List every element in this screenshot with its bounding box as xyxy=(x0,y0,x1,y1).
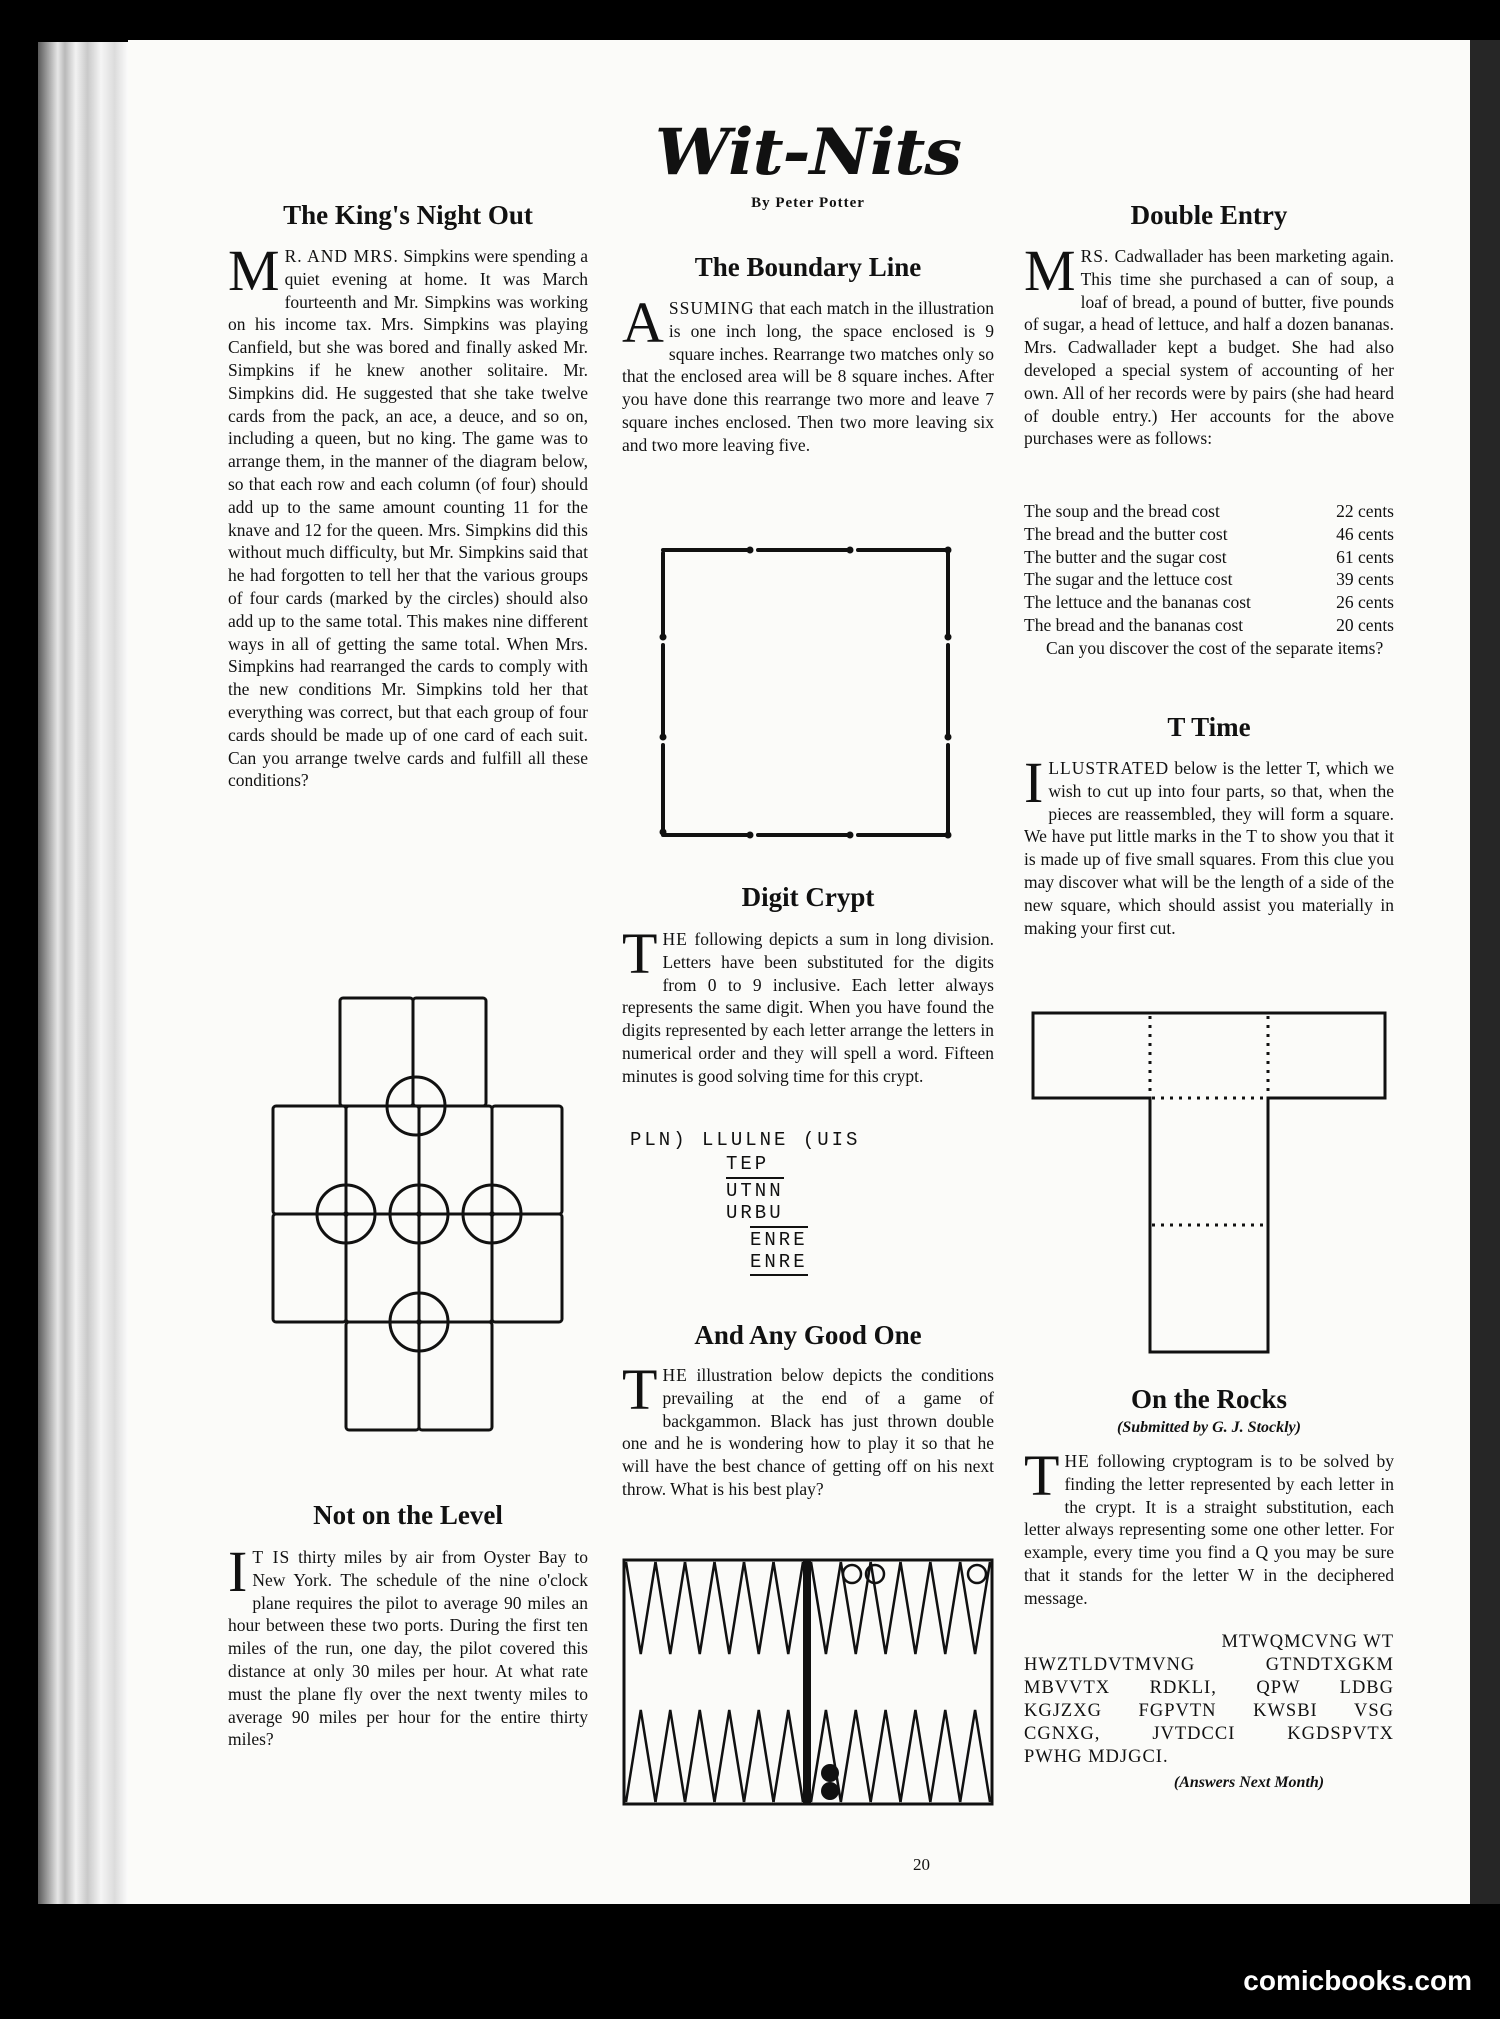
t-time-text: ILLUSTRATED below is the letter T, which we wish to cut up into four parts, so that, when the pieces are reassembled, they will form a square. We have put little marks in the T to show you that it is made up of five small squares. From this clue you may discover what will be the length of a side of the new square, which should assist you materially in making your first cut. xyxy=(1024,750,1394,938)
drop-cap: I xyxy=(228,1539,248,1604)
on-the-rocks-text: THE following cryptogram is to be solved by finding the letter represented by each letter in the crypt. It is a straight substitution, each letter always representing some one other letter. For example, every time you find a Q you may be sure that it stands for the letter W in the deciphered message. xyxy=(1024,1443,1394,1608)
boundary-line-text: ASSUMING that each match in the illustration is one inch long, the space enclosed is 9 square inches. Rearrange two matches only so that the enclosed area will be 8 square inches. After you have done this rearrange two more and leave 7 square inches enclosed. Then two more leaving six and two more leaving five. xyxy=(622,290,994,455)
heading-and-any-good-one: And Any Good One xyxy=(694,1320,922,1350)
kings-night-out-text: M R. AND MRS. Simpkins were spending a quiet evening at home. It was March fourteenth and Mr. Simpkins was working on his income tax. Mrs. Simpkins was playing Canfield, but she was bored and finally asked Mr. Simpkins if he knew another solitaire. Mr. Simpkins did. He suggested that she take twelve cards from the pack, an ace, a deuce, and so on, including a queen, but no king. The game was to arrange them, in the manner of the diagram below, so that each row and each column (of four) should add up to the same amount counting 11 for the knave and 12 for the queen. Mrs. Simpkins did this without much difficulty, but Mr. Simpkins said that he had forgotten to tell her that the various groups of four cards (marked by the circles) should also add up to the same total. This makes nine different ways in all of getting the same total. When Mrs. Simpkins had rearranged the cards to comply with the new conditions Mr. Simpkins told her that everything was correct, but that each group of four cards should be made up of one card of each suit. Can you arrange twelve cards and fulfill all these conditions? xyxy=(228,238,588,791)
board-point xyxy=(685,1710,715,1802)
accounts-row: The sugar and the lettuce cost 39 cents xyxy=(1024,569,1394,590)
board-point xyxy=(744,1710,774,1802)
double-entry-closing: Can you discover the cost of the separate items? xyxy=(1046,638,1384,658)
page-title: Wit-Nits xyxy=(654,115,962,190)
accounts-row: The butter and the sugar cost 61 cents xyxy=(1024,546,1394,567)
heading-t-time: T Time xyxy=(1167,712,1251,742)
cryptogram-line: MTWQMCVNG WT xyxy=(1221,1632,1394,1652)
drop-cap: T xyxy=(622,1357,658,1422)
accounts-row: The lettuce and the bananas cost 26 cents xyxy=(1024,592,1394,613)
board-point xyxy=(930,1710,960,1802)
board-point xyxy=(774,1710,804,1802)
heading-boundary-line: The Boundary Line xyxy=(694,252,922,282)
magazine-page xyxy=(128,40,1470,1904)
board-point xyxy=(626,1710,656,1802)
drop-cap: I xyxy=(1024,750,1044,815)
division-line-4: URBU xyxy=(726,1202,784,1224)
division-line-3: UTNN xyxy=(726,1177,784,1203)
board-point xyxy=(901,1710,931,1802)
drop-cap: M xyxy=(228,238,280,303)
accounts-row: The bread and the butter cost 46 cents xyxy=(1024,523,1394,544)
not-on-the-level-text: I T IS thirty miles by air from Oyster Bay to New York. The schedule of the nine o'clock plane requires the pilot to average 90 miles an hour between these two ports. During the first ten miles of the run, one day, the pilot covered this distance at only 30 miles per hour. At what rate must the plane fly over the next twenty miles to average 90 miles per hour for the entire thirty miles? xyxy=(228,1539,588,1750)
board-point xyxy=(656,1562,686,1654)
board-point xyxy=(960,1710,990,1802)
accounts-row: The bread and the bananas cost 20 cents xyxy=(1024,614,1394,635)
backgammon-board-diagram xyxy=(622,1558,994,1806)
board-point xyxy=(841,1710,871,1802)
accounts-table xyxy=(1024,500,1394,637)
division-line-5: ENRE xyxy=(750,1226,808,1252)
division-line-2: TEP xyxy=(726,1153,770,1175)
heading-double-entry: Double Entry xyxy=(1130,200,1288,230)
board-point xyxy=(811,1562,841,1654)
site-watermark: comicbooks.com xyxy=(1243,1965,1472,1996)
letter-t-diagram xyxy=(1030,1010,1390,1360)
answers-note: (Answers Next Month) xyxy=(1173,1774,1325,1791)
cryptogram-line: MBVVTX RDKLI, QPW LDBG xyxy=(1024,1678,1394,1698)
board-point xyxy=(901,1562,931,1654)
heading-on-the-rocks: On the Rocks xyxy=(1130,1384,1287,1414)
cryptogram-line: KGJZXG FGPVTN KWSBI VSG xyxy=(1024,1701,1394,1721)
double-entry-text: MRS. Cadwallader has been marketing again. This time she purchased a can of soup, a loaf of bread, a pound of butter, five pounds of sugar, a head of lettuce, and half a dozen bananas. Mrs. Cadwallader kept a budget. She had also developed a special system of accounting of her own. All of her records were by pairs (she had heard of double entry.) Her accounts for the above purchases were as follows: xyxy=(1024,238,1394,449)
matchstick-square-diagram xyxy=(658,545,958,845)
division-line-1: PLN) LLULNE (UIS xyxy=(630,1129,861,1151)
board-point xyxy=(871,1562,901,1654)
board-point xyxy=(715,1710,745,1802)
board-point xyxy=(744,1562,774,1654)
board-point xyxy=(774,1562,804,1654)
division-line-6: ENRE xyxy=(750,1250,808,1276)
drop-cap: A xyxy=(622,290,664,355)
board-point xyxy=(626,1562,656,1654)
accounts-row: The soup and the bread cost 22 cents xyxy=(1024,501,1394,521)
drop-cap: M xyxy=(1024,238,1076,303)
cryptogram-line: CGNXG, JVTDCCI KGDSPVTX xyxy=(1024,1724,1394,1744)
cryptogram-line: PWHG MDJGCI. xyxy=(1024,1747,1169,1767)
submitted-by: (Submitted by G. J. Stockly) xyxy=(1117,1419,1301,1436)
drop-cap: T xyxy=(622,921,658,986)
book-spine xyxy=(38,42,128,1904)
card-circle-diagram xyxy=(270,995,565,1475)
heading-digit-crypt: Digit Crypt xyxy=(741,882,875,912)
board-point xyxy=(930,1562,960,1654)
board-point xyxy=(656,1710,686,1802)
drop-cap: T xyxy=(1024,1443,1060,1508)
board-point xyxy=(871,1710,901,1802)
cryptogram-line: HWZTLDVTMVNG GTNDTXGKM xyxy=(1024,1655,1394,1675)
board-point xyxy=(685,1562,715,1654)
digit-crypt-text: THE following depicts a sum in long division. Letters have been substituted for the digits from 0 to 9 inclusive. Each letter always represents the same digit. When you have found the digits represented by each letter arrange the letters in numerical order and they will spell a word. Fifteen minutes is good solving time for this crypt. xyxy=(622,921,994,1086)
heading-kings-night-out: The King's Night Out xyxy=(283,200,533,230)
byline: By Peter Potter xyxy=(751,195,865,211)
and-any-good-one-text: THE illustration below depicts the conditions prevailing at the end of a game of backgammon. Black has just thrown double one and he is wondering how to play it so that he will have the best chance of getting off on his next throw. What is his best play? xyxy=(622,1357,994,1499)
board-point xyxy=(715,1562,745,1654)
heading-not-on-the-level: Not on the Level xyxy=(313,1500,503,1530)
page-edge xyxy=(1470,40,1500,1904)
page-number: 20 xyxy=(913,1855,930,1874)
